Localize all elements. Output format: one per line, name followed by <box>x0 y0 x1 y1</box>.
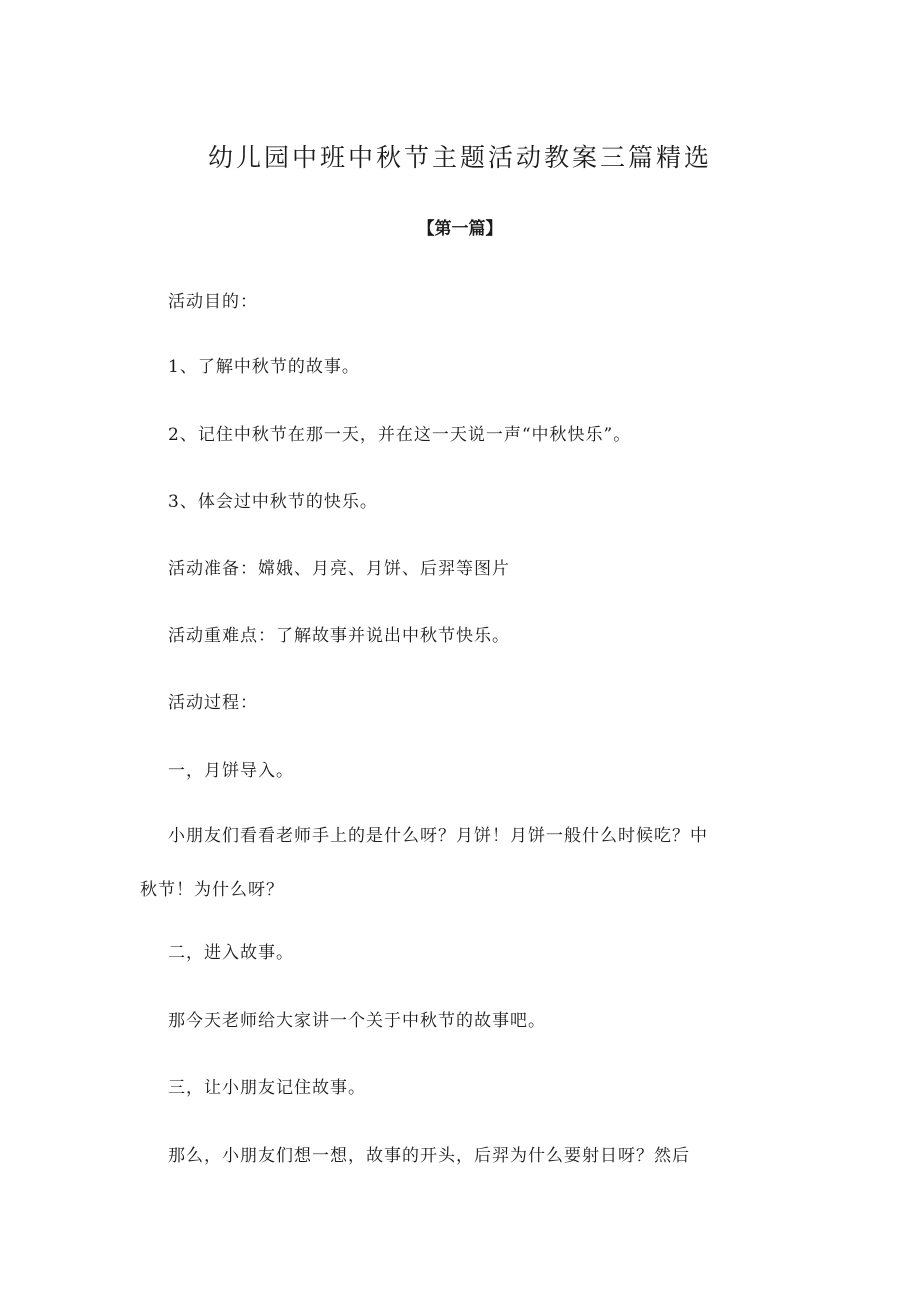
section-heading: 【第一篇】 <box>417 219 503 239</box>
paragraph-step-3-body: 那么，小朋友们想一想，故事的开头，后羿为什么要射日呀？然后 <box>168 1146 690 1166</box>
paragraph-activity-goals: 活动目的： <box>168 292 258 312</box>
paragraph-step-3: 三，让小朋友记住故事。 <box>168 1078 366 1098</box>
paragraph-goal-3: 3、体会过中秋节的快乐。 <box>168 492 378 512</box>
document-title: 幼儿园中班中秋节主题活动教案三篇精选 <box>207 143 712 172</box>
paragraph-step-2: 二，进入故事。 <box>168 943 294 963</box>
paragraph-step-2-body: 那今天老师给大家讲一个关于中秋节的故事吧。 <box>168 1011 546 1031</box>
paragraph-step-1-body: 小朋友们看看老师手上的是什么呀？月饼！月饼一般什么时候吃？中秋节！为什么呀？ <box>140 826 708 900</box>
paragraph-goal-1: 1、了解中秋节的故事。 <box>168 357 360 377</box>
paragraph-process: 活动过程： <box>168 693 258 713</box>
paragraph-key-points: 活动重难点：了解故事并说出中秋节快乐。 <box>168 626 510 646</box>
paragraph-preparation: 活动准备：嫦娥、月亮、月饼、后羿等图片 <box>168 559 510 579</box>
paragraph-step-1: 一，月饼导入。 <box>168 761 294 781</box>
paragraph-goal-2: 2、记住中秋节在那一天，并在这一天说一声“中秋快乐”。 <box>168 425 632 445</box>
